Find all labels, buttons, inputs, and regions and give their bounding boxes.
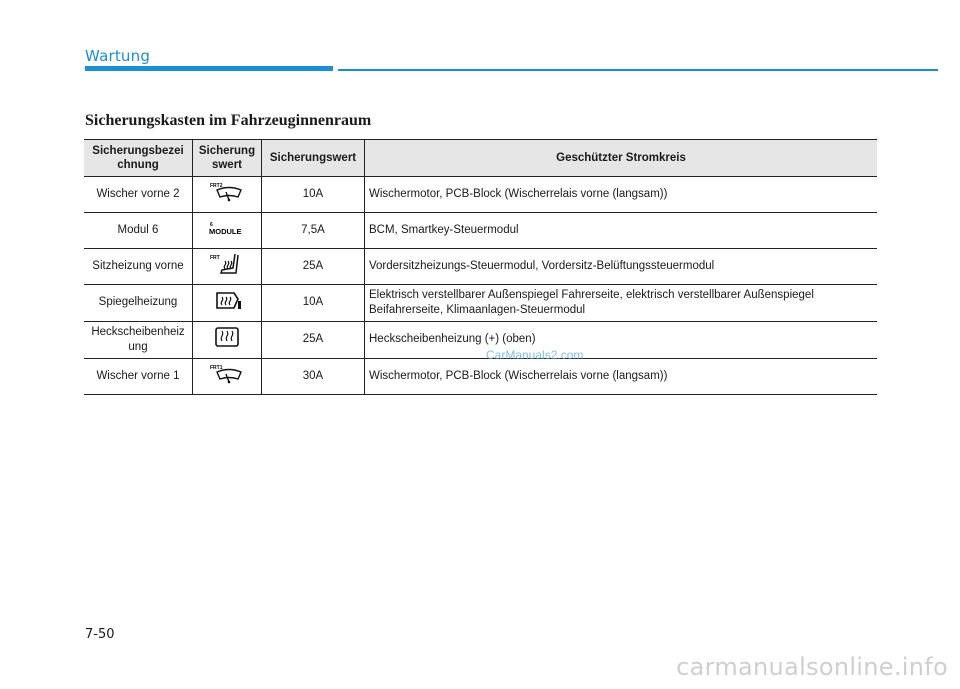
wiper-front-icon bbox=[202, 180, 252, 204]
fuse-value: 25A bbox=[262, 248, 365, 284]
fuse-value: 10A bbox=[262, 284, 365, 321]
page-number: 7-50 bbox=[85, 627, 115, 642]
rear-defroster-icon bbox=[202, 325, 252, 349]
table-header-row bbox=[84, 140, 877, 177]
fuse-circuit: BCM, Smartkey-Steuermodul bbox=[365, 212, 878, 248]
fuse-name: Wischer vorne 1 bbox=[84, 358, 193, 394]
table-row bbox=[84, 321, 877, 358]
col-header-name: Sicherungsbezei chnung bbox=[84, 140, 193, 177]
symbol-text: FRT1 bbox=[210, 364, 223, 371]
table-row bbox=[84, 248, 877, 284]
fuse-circuit: Elektrisch verstellbarer Außenspiegel Fahrerseite, elektrisch verstellbarer Außenspiegel Beifahrerseite, Klimaanlagen-Steuermodul bbox=[365, 284, 878, 321]
seat-heater-icon bbox=[202, 252, 252, 276]
table-row bbox=[84, 358, 877, 394]
table-row bbox=[84, 212, 877, 248]
fuse-circuit: Vordersitzheizungs-Steuermodul, Vordersitz-Belüftungssteuermodul bbox=[365, 248, 878, 284]
symbol-text: FRT bbox=[210, 254, 220, 261]
fuse-value: 10A bbox=[262, 177, 365, 213]
wiper-front-icon bbox=[202, 362, 252, 386]
fuse-name: Sitzheizung vorne bbox=[84, 248, 193, 284]
section-label: Wartung bbox=[85, 47, 151, 65]
fuse-name: Wischer vorne 2 bbox=[84, 177, 193, 213]
section-rule-thick bbox=[85, 66, 333, 71]
table-row bbox=[84, 177, 877, 213]
fuse-name: Spiegelheizung bbox=[84, 284, 193, 321]
page-heading: Sicherungskasten im Fahrzeuginnenraum bbox=[85, 112, 372, 129]
fuse-value: 7,5A bbox=[262, 212, 365, 248]
watermark-inline: CarManuals2.com bbox=[486, 348, 584, 362]
watermark-footer: carmanualsonline.info bbox=[676, 653, 948, 681]
symbol-text: MODULE bbox=[209, 226, 242, 236]
col-header-circuit: Geschützter Stromkreis bbox=[365, 140, 878, 177]
fuse-table bbox=[84, 139, 877, 395]
fuse-circuit: Heckscheibenheizung (+) (oben) bbox=[365, 321, 878, 358]
fuse-name: Heckscheibenheiz ung bbox=[84, 321, 193, 358]
fuse-circuit: Wischermotor, PCB-Block (Wischerrelais vorne (langsam)) bbox=[365, 177, 878, 213]
mirror-heater-icon bbox=[202, 288, 252, 312]
module-icon bbox=[202, 216, 252, 240]
fuse-circuit: Wischermotor, PCB-Block (Wischerrelais vorne (langsam)) bbox=[365, 358, 878, 394]
fuse-name: Modul 6 bbox=[84, 212, 193, 248]
fuse-value: 30A bbox=[262, 358, 365, 394]
table-row bbox=[84, 284, 877, 321]
symbol-text: 6 bbox=[210, 221, 213, 228]
fuse-value: 25A bbox=[262, 321, 365, 358]
symbol-text: FRT2 bbox=[210, 183, 223, 189]
col-header-symbol: Sicherung swert bbox=[193, 140, 262, 177]
section-rule-thin bbox=[338, 69, 938, 71]
col-header-value: Sicherungswert bbox=[262, 140, 365, 177]
